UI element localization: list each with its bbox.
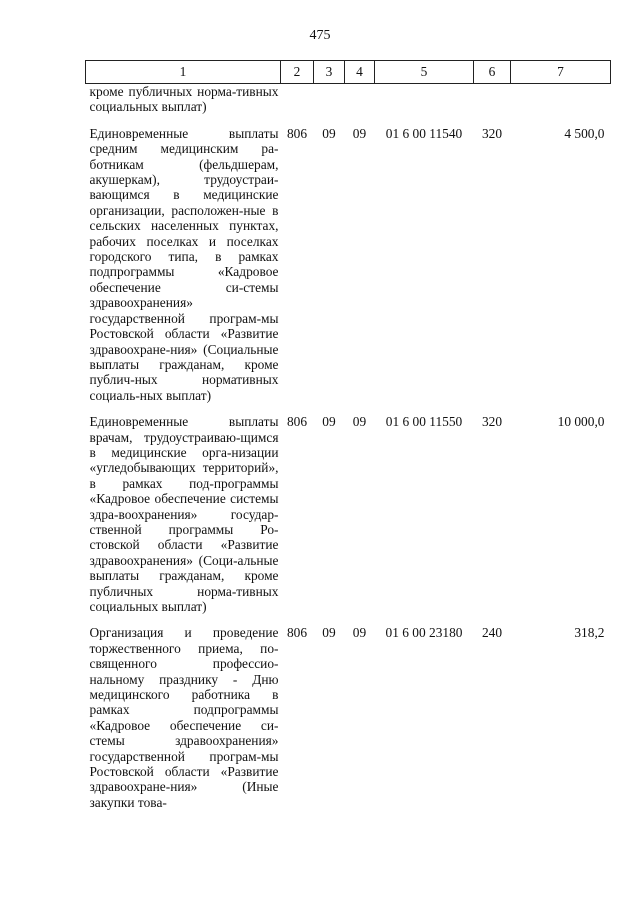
- table-row: [86, 409, 611, 620]
- cell-pr: 09: [352, 125, 367, 141]
- column-header: 6: [474, 61, 511, 84]
- column-header: 1: [86, 61, 281, 84]
- cell-csr: [375, 84, 474, 121]
- cell-gr: [281, 84, 314, 121]
- table-row: [86, 121, 611, 409]
- row-name: Единовременные выплаты врачам, трудоустраиваю-щимся в медицинские орга-низации «угледобывающих территорий», в рамках под-программы «Кадровое обеспечение системы здра-воохранения» государ-ственной программы Ро-стовской области «Развитие здравоохранения» (Соци-альные выплаты гражданам, кроме публичных норма-тивных социальных выплат): [89, 414, 279, 614]
- cell-pr: 09: [352, 414, 367, 430]
- cell-rz: 09: [322, 414, 336, 430]
- table-row: [86, 84, 611, 121]
- cell-vr: 320: [481, 125, 503, 141]
- cell-vr: 320: [481, 414, 503, 430]
- row-name: Организация и проведение торжественного приема, по-священного профессио-нальному празднику - Дню медицинского работника в рамках подпрограммы «Кадровое обеспечение си-стемы здравоохранения» государственной програм-мы Ростовской области «Развитие здравоохране-ния» (Иные закупки това-: [89, 625, 279, 810]
- cell-vr: 240: [481, 625, 503, 641]
- column-header: 3: [314, 61, 345, 84]
- cell-sum: 318,2: [574, 625, 605, 641]
- table-row: [86, 620, 611, 816]
- column-header: 4: [345, 61, 375, 84]
- cell-csr: 01 6 00 11540: [385, 125, 463, 141]
- cell-rz: 09: [322, 625, 336, 641]
- row-name: кроме публичных норма-тивных социальных выплат): [89, 84, 279, 115]
- cell-sum: [511, 84, 611, 121]
- column-header: 5: [375, 61, 474, 84]
- row-name: Единовременные выплаты средним медицинским ра-ботникам (фельдшерам, акушеркам), трудоустраи-вающимся в медицинские организации, расположен-ные в сельских населенных пунктах, рабочих поселках и поселках городского типа, в рамках подпрограммы «Кадровое обеспечение си-стемы здравоохранения» государственной програм-мы Ростовской области «Развитие здравоохране-ния» (Социальные выплаты гражданам, кроме публич-ных нормативных социаль-ных выплат): [89, 125, 279, 403]
- cell-gr: 806: [286, 125, 308, 141]
- cell-gr: 806: [286, 414, 308, 430]
- budget-table: [85, 60, 611, 816]
- column-header: 2: [281, 61, 314, 84]
- cell-csr: 01 6 00 23180: [385, 625, 463, 641]
- cell-pr: [345, 84, 375, 121]
- table-header-row: [86, 61, 611, 84]
- cell-gr: 806: [286, 625, 308, 641]
- cell-sum: 10 000,0: [557, 414, 605, 430]
- cell-rz: [314, 84, 345, 121]
- cell-vr: [474, 84, 511, 121]
- cell-csr: 01 6 00 11550: [385, 414, 463, 430]
- cell-rz: 09: [322, 125, 336, 141]
- cell-sum: 4 500,0: [564, 125, 605, 141]
- page-number: 475: [309, 28, 331, 43]
- column-header: 7: [511, 61, 611, 84]
- cell-pr: 09: [352, 625, 367, 641]
